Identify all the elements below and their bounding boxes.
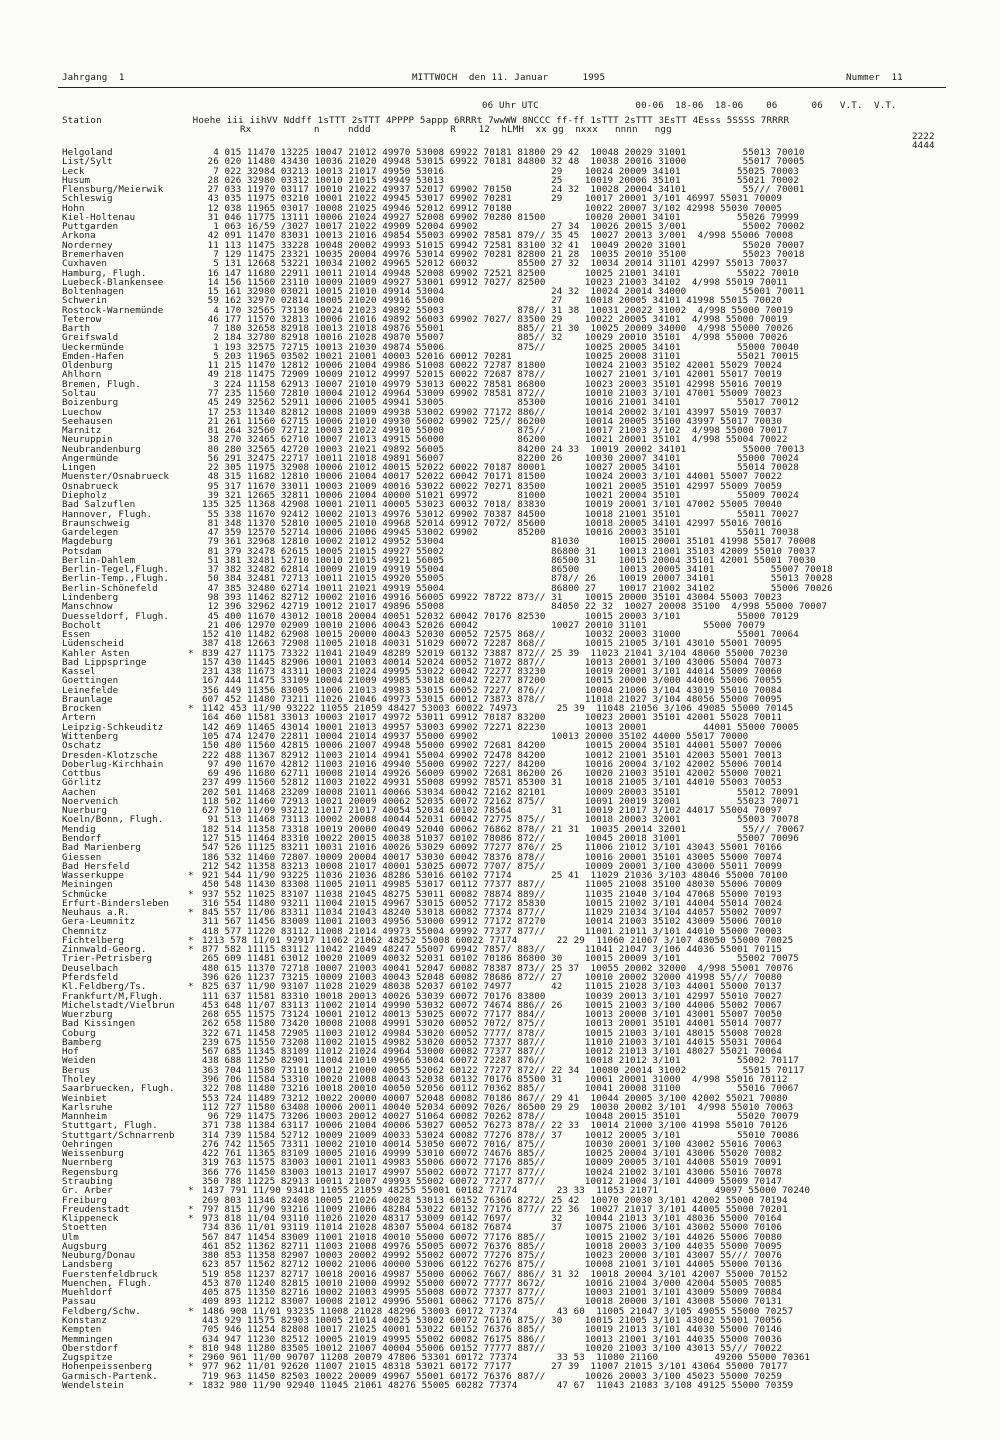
column-header-line-4: 2222 xyxy=(912,131,935,142)
station-name: Mendig xyxy=(62,823,96,835)
station-name: Potsdam xyxy=(62,545,102,557)
mountain-station-marker: * xyxy=(188,1342,194,1354)
station-observations: 1 063 16/59 /3027 10017 21022 49909 52004 69902 27 34 10026 20015 3/001 55002 70002 xyxy=(202,221,805,233)
station-name: Zinnwald-Georg. xyxy=(62,944,147,956)
station-observations: 567 847 11454 83009 11001 21018 40010 55000 60072 77176 885// 10015 21002 3/101 44026 55006 70080 xyxy=(202,1231,783,1243)
station-observations: 845 557 11/06 83311 11034 21043 48240 53018 60082 77374 877// 11029 21034 3/104 44057 55002 70097 xyxy=(202,907,783,919)
station-name: Erfurt-Bindersleben xyxy=(62,897,169,909)
station-observations: 7 180 32658 82918 10013 21018 49876 55001 885// 21 30 10025 20009 34000 4/998 55000 70026 xyxy=(202,323,794,335)
station-name: Wittenberg xyxy=(62,731,119,742)
station-name: Norderney xyxy=(62,239,113,251)
station-observations: 921 544 11/90 93225 11036 21036 48286 53016 60102 77174 25 41 11029 21036 3/103 48046 55000 70100 xyxy=(202,870,788,882)
station-observations: 79 361 32968 12810 10002 21012 49952 53004 81030 10015 20001 35101 41998 55017 70008 xyxy=(202,536,816,548)
station-name: Bad Kissingen xyxy=(62,1018,136,1030)
mountain-station-marker: * xyxy=(188,981,194,993)
station-name: Helgoland xyxy=(62,147,113,158)
station-observations: 31 046 11775 13111 10006 21024 49927 52008 69902 70280 81500 10020 20001 34101 55026 79999 xyxy=(202,211,799,223)
station-name: Barth xyxy=(62,323,91,335)
station-observations: 356 449 11356 83005 11006 21013 49983 53015 60052 7227/ 876// 10004 21006 3/104 43019 55010 70084 xyxy=(202,684,783,696)
station-observations: 319 763 11575 83003 10001 21011 49983 55006 60072 77176 885// 10009 20005 3/101 44008 55019 70091 xyxy=(202,1157,783,1169)
station-name: Ahlhorn xyxy=(62,369,102,381)
station-name: Soltau xyxy=(62,388,96,400)
station-observations: 396 626 11237 73215 10009 21003 40043 52048 60082 78686 872// 27 10010 20002 32000 41998 55/// 70080 xyxy=(202,972,783,984)
station-observations: 48 315 11682 12810 10006 21004 40017 52022 60042 70171 81500 10024 20003 3/101 44001 55007 70022 xyxy=(202,471,783,483)
station-observations: 105 474 12470 22811 10004 21014 49937 55000 69902 10013 20000 35102 44000 55017 70000 xyxy=(202,731,749,742)
station-observations: 973 818 11/04 93110 11026 21020 48317 53009 60142 7697/ 32 10044 21013 3/101 48036 55000 70164 xyxy=(202,1213,783,1225)
station-name: Augsburg xyxy=(62,1240,108,1252)
station-observations: 167 444 11475 33109 10004 21009 49985 53018 60042 72277 87200 10015 20000 3/000 44006 55006 70055 xyxy=(202,675,783,687)
station-name: Hohenpeissenberg xyxy=(62,1361,153,1373)
station-observations: 112 727 11580 63408 10006 20011 40040 52034 60092 7026/ 86500 29 29 10030 20002 3/101 4/998 55010 70063 xyxy=(202,1101,794,1113)
station-observations: 26 020 11480 43430 10036 21020 49948 53015 69922 70181 84800 32 48 10038 20016 31000 55017 70005 xyxy=(202,156,805,168)
station-name: Nuerburg xyxy=(62,805,108,817)
station-observations: 1486 908 11/01 93235 11008 21028 48296 53003 60172 77374 43 60 11005 21047 3/105 49055 55000 70257 xyxy=(202,1305,794,1317)
station-name: Stuttgart, Flugh. xyxy=(62,1120,158,1132)
station-observations: 2 184 32780 82918 10016 21028 49870 55007 885// 32 10029 20010 35101 4/998 55000 70026 xyxy=(202,332,788,344)
station-observations: 150 480 11560 42815 10006 21007 49948 55000 69902 72681 84200 10015 20004 35101 44001 55007 70006 xyxy=(202,740,783,752)
station-name: Boltenhagen xyxy=(62,286,124,298)
station-name: Arkona xyxy=(62,230,96,242)
station-name: Hamburg, Flugh. xyxy=(62,267,147,279)
station-name: Karlsruhe xyxy=(62,1101,113,1113)
station-observations: 47 385 32480 62714 10011 21021 49919 55004 86800 27 10017 21002 34102 55006 70026 xyxy=(202,582,833,594)
station-name: Kl.Feldberg/Ts. xyxy=(62,981,147,993)
station-name: Pferdsfeld xyxy=(62,972,119,984)
station-observations: 311 567 11456 83009 11001 21003 49956 53000 69912 77172 87270 10014 21003 35102 43009 55006 70010 xyxy=(202,916,783,928)
station-name: Bendorf xyxy=(62,832,102,844)
station-name: Emden-Hafen xyxy=(62,350,124,362)
station-name: Muenster/Osnabrueck xyxy=(62,471,169,483)
station-observations: 1142 453 11/90 93222 11055 21059 48427 53003 60022 74973 25 39 11048 21056 3/106 49085 55000 70145 xyxy=(202,703,794,715)
station-observations: 43 035 11975 03210 10001 21022 49945 53017 69902 70281 29 10017 20001 3/101 46997 55031 70009 xyxy=(202,193,783,205)
station-observations: 17 253 11340 82812 10008 21009 49938 53002 69902 77172 886// 10014 20002 3/101 43997 55019 70037 xyxy=(202,406,783,418)
station-observations: 453 648 11/07 83113 11002 21014 49990 53032 60072 74674 886// 26 10015 21003 3/100 44006 55002 70067 xyxy=(202,999,783,1011)
station-observations: 418 577 11220 83112 11008 21014 49973 55004 69992 77377 877// 11001 21011 3/101 44010 55000 70003 xyxy=(202,925,783,937)
station-name: Hannover, Flugh. xyxy=(62,508,153,520)
station-name: Berlin-Schönefeld xyxy=(62,582,158,594)
station-name: Gera-Leumnitz xyxy=(62,916,136,928)
station-name: Konstanz xyxy=(62,1315,108,1327)
station-observations: 322 708 11480 73216 10018 20010 40050 52056 60112 70362 885// 10041 20008 31100 55016 70067 xyxy=(202,1083,799,1095)
station-name: Freudenstadt xyxy=(62,1203,130,1215)
station-name: Diepholz xyxy=(62,489,108,501)
station-observations: 12 396 32962 42719 10012 21017 49896 55008 84050 22 32 10027 20008 35100 4/998 55000 70007 xyxy=(202,601,828,613)
station-observations: 80 280 32565 42720 10003 21021 49892 56005 84200 24 33 10019 20002 34101 55000 70013 xyxy=(202,443,805,455)
station-name: Gardelegen xyxy=(62,527,119,539)
station-observations: 1213 578 11/01 92917 11062 21062 48252 55008 60022 77174 22 29 11060 21067 3/107 48050 55000 70025 xyxy=(202,934,794,946)
mountain-station-marker: * xyxy=(188,1379,194,1391)
station-name: Weinbiet xyxy=(62,1092,108,1104)
station-observations: 164 460 11581 33013 10003 21017 49972 53011 69912 70187 83200 10023 20001 35101 42001 55028 70011 xyxy=(202,712,783,724)
station-observations: 202 501 11468 23209 10008 21011 40066 53034 60042 72162 82101 10009 20003 35101 55012 70091 xyxy=(202,786,799,798)
station-name: Wendelstein xyxy=(62,1379,124,1391)
station-observations: 2960 961 11/00 90707 11208 20079 47806 53301 60172 77374 33 53 11080 21160 49200 55000 70361 xyxy=(202,1352,811,1364)
station-observations: 269 803 11346 82408 10005 21026 40028 53013 60152 76366 8272/ 25 42 10070 20030 3/101 42002 55000 70194 xyxy=(202,1194,788,1206)
station-observations: 547 526 11125 83211 10031 21016 40026 53029 60092 77277 876// 25 11006 21012 3/101 43043 55001 70166 xyxy=(202,842,783,854)
station-name: Bad Salzuflen xyxy=(62,499,136,511)
column-header-line-1: 06 Uhr UTC 00-06 18-06 18-06 06 06 V.T. V.T. xyxy=(482,100,897,111)
station-observations: 46 177 11570 32813 10006 21016 49892 56003 69902 7027/ 83500 29 10022 20005 34101 4/998 55000 70019 xyxy=(202,313,788,325)
station-name: Flensburg/Meierwik xyxy=(62,184,164,196)
station-name: Bad Marienberg xyxy=(62,842,141,854)
station-name: Essen xyxy=(62,629,91,641)
station-observations: 222 488 11367 82912 11003 21014 49941 55004 69902 72478 84200 10012 21001 35101 42003 55001 70013 xyxy=(202,749,783,761)
station-observations: 553 724 11489 73212 10022 20000 40007 52048 60082 70186 867// 29 41 10044 20005 3/100 42002 55021 70080 xyxy=(202,1092,788,1104)
station-observations: 69 496 11680 62711 10008 21014 49926 56009 69902 72681 86200 26 10020 21003 35101 42002 55000 70021 xyxy=(202,768,783,780)
station-observations: 152 410 11482 62908 10015 20000 40043 52030 60052 72575 868// 10032 20003 31000 55001 70064 xyxy=(202,629,799,641)
header-nummer: Nummer 11 xyxy=(846,72,903,83)
header-date: MITTWOCH den 11. Januar 1995 xyxy=(412,72,606,83)
station-observations: 363 704 11580 73110 10012 21000 40055 52062 60122 77277 872// 22 34 10080 20014 31002 55015 70117 xyxy=(202,1064,805,1076)
station-observations: 38 270 32465 62710 10007 21013 49915 56000 86200 10021 20001 35101 4/998 55004 70022 xyxy=(202,434,788,446)
station-observations: 797 815 11/90 93216 11009 21006 48284 53022 60132 77176 877// 22 36 10027 21017 3/101 44005 55000 70201 xyxy=(202,1203,788,1215)
station-observations: 4 015 11470 13225 10047 21012 49970 53008 69922 70181 81800 29 42 10048 20029 31001 55013 70010 xyxy=(202,147,805,158)
header-jahrgang: Jahrgang 1 xyxy=(62,72,125,83)
station-observations: 409 893 11212 83007 10008 21012 49996 55001 60062 77176 875// 10018 20000 3/101 43008 55000 70131 xyxy=(202,1296,783,1308)
station-name: Chemnitz xyxy=(62,925,108,937)
station-observations: 877 582 11115 83112 11042 21049 48247 55007 69942 7857/ 883// 11041 21047 3/106 44036 55001 70115 xyxy=(202,944,783,956)
station-observations: 7 129 11475 23321 10035 20004 49976 53014 69902 70281 82800 21 28 10035 20010 35100 55023 70018 xyxy=(202,248,805,260)
station-name: Kassel xyxy=(62,666,96,678)
station-name: Mannheim xyxy=(62,1111,108,1123)
station-name: Kempten xyxy=(62,1324,102,1336)
station-observations: 231 438 11673 43311 10003 21024 49995 53022 60042 72277 83230 10019 20001 3/101 44014 55009 70060 xyxy=(202,666,783,678)
mountain-station-marker: * xyxy=(188,870,194,882)
station-name: Bocholt xyxy=(62,619,102,631)
station-observations: 27 033 11970 03117 10010 21022 49937 52017 69902 70150 24 32 10028 20004 34101 55/// 70001 xyxy=(202,184,805,196)
station-observations: 81 264 32560 72712 10003 21022 49910 55000 875// 10017 21003 3/102 4/998 55000 70017 xyxy=(202,425,788,437)
station-name: Neuhaus a.R. xyxy=(62,907,130,919)
station-name: Frankfurt/M,Flugh. xyxy=(62,990,164,1002)
station-observations: 3 224 11158 62913 10007 21010 49979 53013 60022 78581 86800 10023 20003 35101 42998 55016 70019 xyxy=(202,378,783,390)
station-observations: 98 393 11462 82712 10002 21016 49916 56005 69922 78722 873// 31 10015 20000 35101 43004 55003 70023 xyxy=(202,591,783,603)
station-observations: 607 452 11480 73211 11026 21046 49973 53015 60012 73873 878// 11018 21027 3/104 48056 55000 70095 xyxy=(202,693,783,705)
station-name: Nuernberg xyxy=(62,1157,113,1169)
station-observations: 49 218 11475 72909 10009 21012 49997 52015 60022 72687 878// 10027 21001 3/101 42001 55017 70019 xyxy=(202,369,783,381)
station-name: Bremerhaven xyxy=(62,248,124,260)
station-observations: 623 857 11562 82712 10002 21006 40000 53006 60122 76276 875// 10008 21001 3/101 44005 55000 70136 xyxy=(202,1259,783,1271)
station-name: Berlin-Temp.,Flugh. xyxy=(62,573,169,585)
station-observations: 422 761 11365 83109 10005 21016 49999 53010 60072 74676 885// 10025 20004 3/101 43006 55020 70082 xyxy=(202,1148,783,1160)
station-name: Neubrandenburg xyxy=(62,443,141,455)
station-name: Stoetten xyxy=(62,1222,108,1234)
station-name: Kahler Asten xyxy=(62,647,130,659)
station-observations: 111 637 11581 83310 10018 20013 40026 53039 60072 70176 83800 10039 20013 3/101 42997 55010 70027 xyxy=(202,990,783,1002)
station-name: Oschatz xyxy=(62,740,102,752)
station-name: Kiel-Holtenau xyxy=(62,211,136,223)
station-observations: 96 729 11475 73206 10003 20012 40027 51064 60082 70262 878// 10048 20015 35101 55020 70079 xyxy=(202,1111,799,1123)
station-name: List/Sylt xyxy=(62,156,113,168)
station-observations: 127 515 11464 83310 10022 20015 40038 51037 60102 78086 872// 10045 20018 31001 55007 70096 xyxy=(202,832,799,844)
station-observations: 81 379 32478 62615 10005 21015 49927 55002 86800 31 10013 21001 35103 42009 55010 70037 xyxy=(202,545,816,557)
station-name: Luebeck-Blankensee xyxy=(62,276,164,288)
station-observations: 157 430 11445 82906 10001 21003 40014 52024 60052 71072 887// 10013 20001 3/100 43006 55004 70073 xyxy=(202,656,783,668)
station-observations: 16 147 11680 22911 10011 21014 49948 52008 69902 72521 82500 10025 21001 34101 55022 70010 xyxy=(202,267,799,279)
mountain-station-marker: * xyxy=(188,934,194,946)
station-observations: 51 381 32481 52710 10010 21015 49921 56005 86500 31 10015 20004 35101 42001 55001 70030 xyxy=(202,554,816,566)
mountain-station-marker: * xyxy=(188,1213,194,1225)
station-name: Puttgarden xyxy=(62,221,119,233)
station-name: Luechow xyxy=(62,406,102,418)
station-observations: 438 688 11250 82901 11004 21010 49966 53004 60072 72287 876// 10018 21012 3/101 55002 70117 xyxy=(202,1055,799,1067)
station-name: Garmisch-Partenk. xyxy=(62,1370,158,1382)
station-observations: 453 870 11240 82815 10010 21000 49992 55000 60072 77777 8672/ 10016 21004 3/000 42004 55005 70085 xyxy=(202,1277,783,1289)
mountain-station-marker: * xyxy=(188,1361,194,1373)
mountain-station-marker: * xyxy=(188,647,194,659)
station-name: Doberlug-Kirchhain xyxy=(62,758,164,770)
mountain-station-marker: * xyxy=(188,944,194,956)
station-observations: 825 637 11/90 93107 11028 21029 48038 52037 60102 74977 42 11015 21028 3/103 44001 55000 70137 xyxy=(202,981,783,993)
station-name: Koeln/Bonn, Flugh. xyxy=(62,814,164,826)
station-name: Giessen xyxy=(62,851,102,863)
station-observations: 15 161 32980 03021 10015 21010 49914 53004 24 32 10024 20014 34000 55001 70011 xyxy=(202,286,805,298)
station-observations: 118 502 11460 72913 10021 20009 40062 52035 60072 72162 875// 10091 20019 32001 55023 70071 xyxy=(202,795,799,807)
mountain-station-marker: * xyxy=(188,1352,194,1364)
station-name: Weiden xyxy=(62,1055,96,1067)
station-name: Wasserkuppe xyxy=(62,870,124,882)
station-observations: 314 739 11584 52712 10009 21009 40033 53024 60082 77276 878// 37 10012 20005 3/101 55010 70086 xyxy=(202,1129,799,1141)
mountain-station-marker: * xyxy=(188,1185,194,1197)
station-observations: 50 384 32481 72713 10011 21015 49920 55005 878// 26 10019 20007 34101 55013 70028 xyxy=(202,573,833,585)
station-name: Seehausen xyxy=(62,415,113,427)
station-observations: 5 203 11965 03502 10021 21001 40003 52016 60012 70281 10025 20008 31101 55021 70015 xyxy=(202,350,799,362)
station-observations: 627 510 11/09 93212 11017 21017 40054 52034 60102 78564 31 10019 21017 3/102 44017 55004 70097 xyxy=(202,805,783,817)
station-observations: 21 261 11560 62715 10006 21010 49930 56002 69902 725// 86200 10014 20005 35100 43997 55017 70030 xyxy=(202,415,783,427)
station-observations: 450 548 11430 83308 11005 21011 49985 53017 60112 77377 887// 11005 21008 35100 48030 55006 70009 xyxy=(202,879,783,891)
station-name: Osnabrueck xyxy=(62,480,119,492)
station-observations: 262 658 11580 73420 10008 21008 49991 53020 60052 7072/ 875// 10013 20001 35101 44001 55014 70077 xyxy=(202,1018,783,1030)
station-name: Berus xyxy=(62,1064,91,1076)
station-observations: 39 321 12665 32811 10006 21004 40000 51021 69972 81000 10021 20004 35101 55009 70024 xyxy=(202,489,799,501)
station-name: Weissenburg xyxy=(62,1148,124,1160)
station-observations: 47 359 12570 52714 10006 21006 49945 53002 69902 85200 10016 20003 35101 55011 70038 xyxy=(202,527,799,539)
station-name: Deuselbach xyxy=(62,962,119,974)
station-name: Leinefelde xyxy=(62,684,119,696)
station-name: Muehldorf xyxy=(62,1287,113,1299)
station-observations: 55 338 11670 92412 10002 21013 49976 53012 69902 70387 84500 10018 21001 35101 55011 70027 xyxy=(202,508,799,520)
station-name: Schmücke xyxy=(62,888,108,900)
station-observations: 519 858 11237 82717 10018 20016 49987 55000 60062 7667/ 886// 31 32 10018 20004 3/101 42007 55000 70152 xyxy=(202,1268,788,1280)
station-name: Dresden-Klotzsche xyxy=(62,749,158,761)
station-observations: 97 490 11670 42812 11003 21016 49940 55000 69902 7227/ 84200 10016 20004 3/102 42002 55006 70014 xyxy=(202,758,783,770)
station-name: Bremen, Flugh. xyxy=(62,378,141,390)
station-name: Landsberg xyxy=(62,1259,113,1271)
station-name: Berlin-Dahlem xyxy=(62,554,136,566)
station-observations: 977 962 11/01 92620 11007 21015 48318 53021 60172 77177 27 39 11007 21015 3/101 43064 55000 70177 xyxy=(202,1361,788,1373)
station-observations: 366 776 11450 83003 10013 21017 49997 55002 60072 77177 877// 10024 21002 3/101 43006 55016 70078 xyxy=(202,1166,783,1178)
station-name: Gr. Arber xyxy=(62,1185,113,1197)
station-name: Oldenburg xyxy=(62,360,113,372)
station-name: Coburg xyxy=(62,1027,96,1039)
station-name: Duesseldorf, Flugh. xyxy=(62,610,169,622)
station-observations: 42 091 11470 83031 10013 21016 49854 55003 69902 78581 879// 35 45 10027 20013 3/001 4/998 55006 70008 xyxy=(202,230,794,242)
mountain-station-marker: * xyxy=(188,1203,194,1215)
station-observations: 443 929 11575 82903 10005 21014 40025 53002 60072 76176 875// 30 10015 21005 3/101 43002 55001 70056 xyxy=(202,1315,783,1327)
station-observations: 405 875 11350 82716 10002 21003 49995 55008 60072 77377 877// 10003 21001 3/101 43009 55009 70084 xyxy=(202,1287,783,1299)
station-observations: 461 852 11362 82711 11003 21008 49976 55005 60072 76376 885// 10018 20003 3/100 44035 55000 70095 xyxy=(202,1240,783,1252)
column-header-line-3: Rx n nddd R 12 hLMH xx gg nxxx nnnn ngg xyxy=(240,124,672,135)
station-observations: 396 706 11584 53310 10020 21008 40043 52038 60132 70176 85500 31 10061 20001 31000 4/998 55016 70112 xyxy=(202,1074,788,1085)
station-name: Zugspitze xyxy=(62,1352,113,1364)
station-name: Ulm xyxy=(62,1231,79,1243)
station-name: Lüdenscheid xyxy=(62,638,124,650)
station-observations: 567 685 11345 83109 11012 21024 49964 53000 60082 77377 887// 10012 21013 3/101 48027 55021 70064 xyxy=(202,1046,783,1058)
station-observations: 810 948 11280 83505 10012 21007 40004 55006 60152 77777 887// 10020 21003 3/100 43013 55/// 70022 xyxy=(202,1342,783,1354)
station-name: Brocken xyxy=(62,703,102,715)
station-name: Fuerstenfeldbruck xyxy=(62,1268,158,1280)
station-name: Boizenburg xyxy=(62,397,119,409)
station-name: Tholey xyxy=(62,1074,96,1085)
station-observations: 268 655 11575 73124 10001 21012 40013 53025 60072 77177 884// 10013 20000 3/101 43001 55007 70050 xyxy=(202,1009,783,1021)
station-name: Saarbruecken, Flugh. xyxy=(62,1083,175,1095)
mountain-station-marker: * xyxy=(188,888,194,900)
station-observations: 12 038 11965 03017 10008 21025 49946 52012 69912 70180 10022 20007 3/102 42998 55030 70005 xyxy=(202,202,783,214)
mountain-station-marker: * xyxy=(188,1305,194,1317)
station-name: Feldberg/Schw. xyxy=(62,1305,141,1317)
station-observations: 59 162 32970 02814 10005 21020 49916 55000 27 10018 20005 34101 41998 55015 70020 xyxy=(202,295,783,307)
station-observations: 21 406 12970 02909 10010 21006 40043 52026 60042 10027 20010 31101 55000 70079 xyxy=(202,619,766,631)
station-name: Hohn xyxy=(62,202,85,214)
station-name: Lingen xyxy=(62,462,96,474)
station-name: Cuxhaven xyxy=(62,258,108,270)
station-observations: 350 788 11225 82913 10011 21007 49993 55002 60072 77277 877// 10012 21004 3/101 44009 55009 70147 xyxy=(202,1175,783,1187)
station-observations: 387 418 12663 72908 11005 21018 40031 51029 60072 72287 868// 10015 21005 3/101 43010 55001 70095 xyxy=(202,638,783,650)
station-name: Noervenich xyxy=(62,795,119,807)
station-observations: 239 675 11550 73208 11002 21015 49982 53020 60052 77377 887// 11010 21003 3/101 44015 55031 70064 xyxy=(202,1036,783,1048)
column-header-line-5: 4444 xyxy=(912,140,935,151)
station-observations: 634 947 11230 82512 10005 21019 49995 55002 60082 76175 886// 10013 21001 3/101 44035 55000 70036 xyxy=(202,1333,783,1345)
station-observations: 142 469 11465 43014 10001 21013 49957 53003 69902 72271 82230 10013 20001 44001 55000 70005 xyxy=(202,721,799,733)
station-name: Magdeburg xyxy=(62,536,113,548)
station-observations: 237 499 11560 52812 11003 21022 49931 55008 69992 78571 85300 31 10018 21005 3/101 44010 55003 70053 xyxy=(202,777,783,789)
station-name: Meiningen xyxy=(62,879,113,891)
station-name: Angermünde xyxy=(62,452,119,464)
station-name: Aachen xyxy=(62,786,96,798)
station-name: Michelstadt/Vielbrun xyxy=(62,999,175,1011)
station-name: Berlin-Tegel,Flugh. xyxy=(62,564,169,576)
station-name: Bad Lippspringe xyxy=(62,656,147,668)
station-observations: 7 022 32984 03213 10013 21017 49950 53016 29 10024 20009 34101 55025 70003 xyxy=(202,165,799,177)
station-name: Bad Hersfeld xyxy=(62,860,130,872)
station-name: Braunlage xyxy=(62,693,113,705)
station-observations: 322 671 11458 72905 11003 21012 49984 53020 60052 7777/ 878// 10015 21003 3/101 48015 55008 70028 xyxy=(202,1027,783,1039)
station-observations: 719 963 11450 82503 10022 20009 49967 55001 60172 76376 887// 10026 20003 3/100 45023 55000 70259 xyxy=(202,1370,783,1382)
station-observations: 91 513 11468 73113 10002 20008 40044 52031 60042 72775 875// 10018 20003 32001 55003 70078 xyxy=(202,814,799,826)
station-name: Passau xyxy=(62,1296,96,1308)
station-name: Memmingen xyxy=(62,1333,113,1345)
station-observations: 28 026 32980 03312 10010 21015 49949 53013 25 10019 20006 35101 55021 70002 xyxy=(202,174,799,186)
station-observations: 316 554 11480 93211 11004 21015 49967 53015 60052 77172 85830 10015 21002 3/101 44004 55014 70024 xyxy=(202,897,783,909)
station-observations: 45 400 11670 43012 10018 20004 40051 52032 60042 70176 82530 10015 20003 3/101 55000 70129 xyxy=(202,610,799,622)
station-row xyxy=(0,1381,1000,1391)
station-name: Neuburg/Donau xyxy=(62,1250,136,1262)
station-observations: 5 131 12668 53221 10034 21002 49965 52012 60032 85500 27 32 10034 20014 31101 42997 55013 70037 xyxy=(202,258,788,270)
station-observations: 937 552 11025 83107 11038 21045 48275 53011 60082 78874 889// 11035 21040 3/104 47068 55000 70193 xyxy=(202,888,783,900)
station-observations: 14 156 11560 23110 10009 21009 49927 53001 69912 7027/ 82500 10023 21003 34102 4/998 55019 70011 xyxy=(202,276,788,288)
station-name: Oehringen xyxy=(62,1138,113,1150)
column-header-line-2: Station Hoehe iii iihVV Nddff 1sTTT 2sTTT 4PPPP 5appp 6RRRt 7wwWW 8NCCC ff-ff 1sTTT 2sTTT 3EsTT 4Esss 5SSSS 7RRRR xyxy=(62,115,790,126)
station-name: Muenchen, Flugh. xyxy=(62,1277,153,1289)
station-name: Bamberg xyxy=(62,1036,102,1048)
station-name: Greifswald xyxy=(62,332,119,344)
station-name: Artern xyxy=(62,712,96,724)
station-name: Schwerin xyxy=(62,295,108,307)
station-observations: 380 853 11358 82907 10003 20002 49992 55002 60072 77276 875// 10023 20000 3/101 43007 55/// 70076 xyxy=(202,1250,783,1262)
station-observations: 734 836 11/01 93119 11014 21028 48307 55004 60182 76874 37 10075 21006 3/101 43002 55000 70106 xyxy=(202,1222,783,1234)
station-observations: 11 215 11470 12812 10006 21004 49986 51008 60022 72787 81800 10024 21003 35102 42001 55029 70024 xyxy=(202,360,783,372)
mountain-station-marker: * xyxy=(188,907,194,919)
station-observations: 182 514 11358 73318 10019 20000 40049 52040 60062 76862 878// 21 31 10035 20014 32001 55/// 70067 xyxy=(202,823,805,835)
station-name: Neuruppin xyxy=(62,434,113,446)
station-observations: 1 193 32575 72715 10013 21030 49874 55006 875// 10025 20005 34101 55000 70040 xyxy=(202,341,799,353)
station-name: Stuttgart/Schnarrenb xyxy=(62,1129,175,1141)
station-name: Husum xyxy=(62,174,91,186)
station-observations: 1832 980 11/90 92940 11045 21061 48276 55005 60282 77374 47 67 11043 21083 3/108 49125 55000 70359 xyxy=(202,1379,794,1391)
station-observations: 77 235 11560 72810 10004 21012 49964 53009 69902 78581 872// 10010 21003 3/101 47001 55009 70023 xyxy=(202,388,783,400)
station-observations: 22 305 11975 32908 10006 21012 40015 52022 60022 70187 80001 10027 20005 34101 55014 70028 xyxy=(202,462,799,474)
station-name: Schleswig xyxy=(62,193,113,205)
station-observations: 212 542 11358 83213 10008 21017 40001 53025 60072 7707/ 875// 10009 20001 3/100 43000 55011 70099 xyxy=(202,860,783,872)
station-observations: 135 325 11368 42908 10001 21011 40005 53023 60032 7018/ 83830 10019 20001 3/101 47002 55005 70040 xyxy=(202,499,783,511)
station-name: Leipzig-Schkeuditz xyxy=(62,721,164,733)
station-name: Wuerzburg xyxy=(62,1009,113,1021)
station-observations: 4 170 32565 73130 10024 21023 49892 55003 878// 31 38 10031 20022 31002 4/998 55000 70019 xyxy=(202,304,794,316)
station-observations: 81 348 11370 52810 10005 21010 49968 52014 69912 7072/ 85600 10018 20005 34101 42997 55016 70016 xyxy=(202,517,783,529)
station-observations: 265 609 11481 63012 10020 21009 40032 52031 60102 70186 86800 30 10015 20009 3/101 55002 70075 xyxy=(202,953,799,965)
station-observations: 186 532 11460 72807 10009 20004 40017 53030 60042 78376 878// 10016 20001 35101 43005 55000 70074 xyxy=(202,851,783,863)
station-name: Rostock-Warnemünde xyxy=(62,304,164,316)
station-name: Freiburg xyxy=(62,1194,108,1206)
station-name: Teterow xyxy=(62,313,102,325)
station-name: Marnitz xyxy=(62,425,102,437)
station-observations: 371 738 11384 63117 10006 21004 40006 53027 60052 76273 878// 22 33 10014 21000 3/100 41998 55010 70126 xyxy=(202,1120,788,1132)
station-name: Lindenberg xyxy=(62,591,119,603)
station-name: Braunschweig xyxy=(62,517,130,529)
station-name: Oberstdorf xyxy=(62,1342,119,1354)
station-observations: 1437 791 11/90 93418 11055 21059 48255 55001 60182 77174 23 33 11053 21071 49097 55000 70240 xyxy=(202,1185,811,1197)
station-observations: 480 615 11370 72718 10007 21003 40041 52047 60082 78387 873// 25 37 10055 20002 32000 4/998 55001 70076 xyxy=(202,962,794,974)
station-observations: 11 113 11475 33228 10048 20002 49993 51015 69942 72581 83100 32 41 10049 20020 31001 55020 70007 xyxy=(202,239,805,251)
station-name: Görlitz xyxy=(62,777,102,789)
station-name: Ueckermünde xyxy=(62,341,124,353)
station-observations: 95 317 11670 33011 10003 21009 40016 53022 60022 70271 83500 10021 20005 35101 42997 55009 70059 xyxy=(202,480,783,492)
station-observations: 56 291 32475 22717 10011 21018 49891 56007 82200 26 10030 20007 34101 55000 70024 xyxy=(202,452,799,464)
station-observations: 276 742 11565 73311 10002 21010 40014 53050 60072 7016/ 875// 10030 20001 3/100 43002 55016 70063 xyxy=(202,1138,783,1150)
station-name: Klippeneck xyxy=(62,1213,119,1225)
station-name: Hof xyxy=(62,1046,79,1058)
mountain-station-marker: * xyxy=(188,703,194,715)
station-observations: 839 427 11175 73322 11041 21049 48289 52019 60132 73887 872// 25 39 11023 21041 3/104 48060 55000 70230 xyxy=(202,647,788,659)
station-name: Trier-Petrisberg xyxy=(62,953,153,965)
station-observations: 37 382 32482 62814 10009 21019 49919 55004 86500 10013 20005 34101 55007 70018 xyxy=(202,564,833,576)
station-name: Cottbus xyxy=(62,768,102,780)
station-name: Manschnow xyxy=(62,601,113,613)
station-name: Goettingen xyxy=(62,675,119,687)
station-name: Straubing xyxy=(62,1175,113,1187)
station-name: Regensburg xyxy=(62,1166,119,1178)
station-name: Fichtelberg xyxy=(62,934,124,946)
station-observations: 705 946 11254 82808 10017 21025 40001 53022 60152 76376 885// 10019 21013 3/101 44030 55000 70146 xyxy=(202,1324,783,1336)
station-observations: 45 249 32562 52911 10006 21005 49941 53005 85300 10016 21001 34101 55017 70012 xyxy=(202,397,799,409)
station-name: Leck xyxy=(62,165,85,177)
